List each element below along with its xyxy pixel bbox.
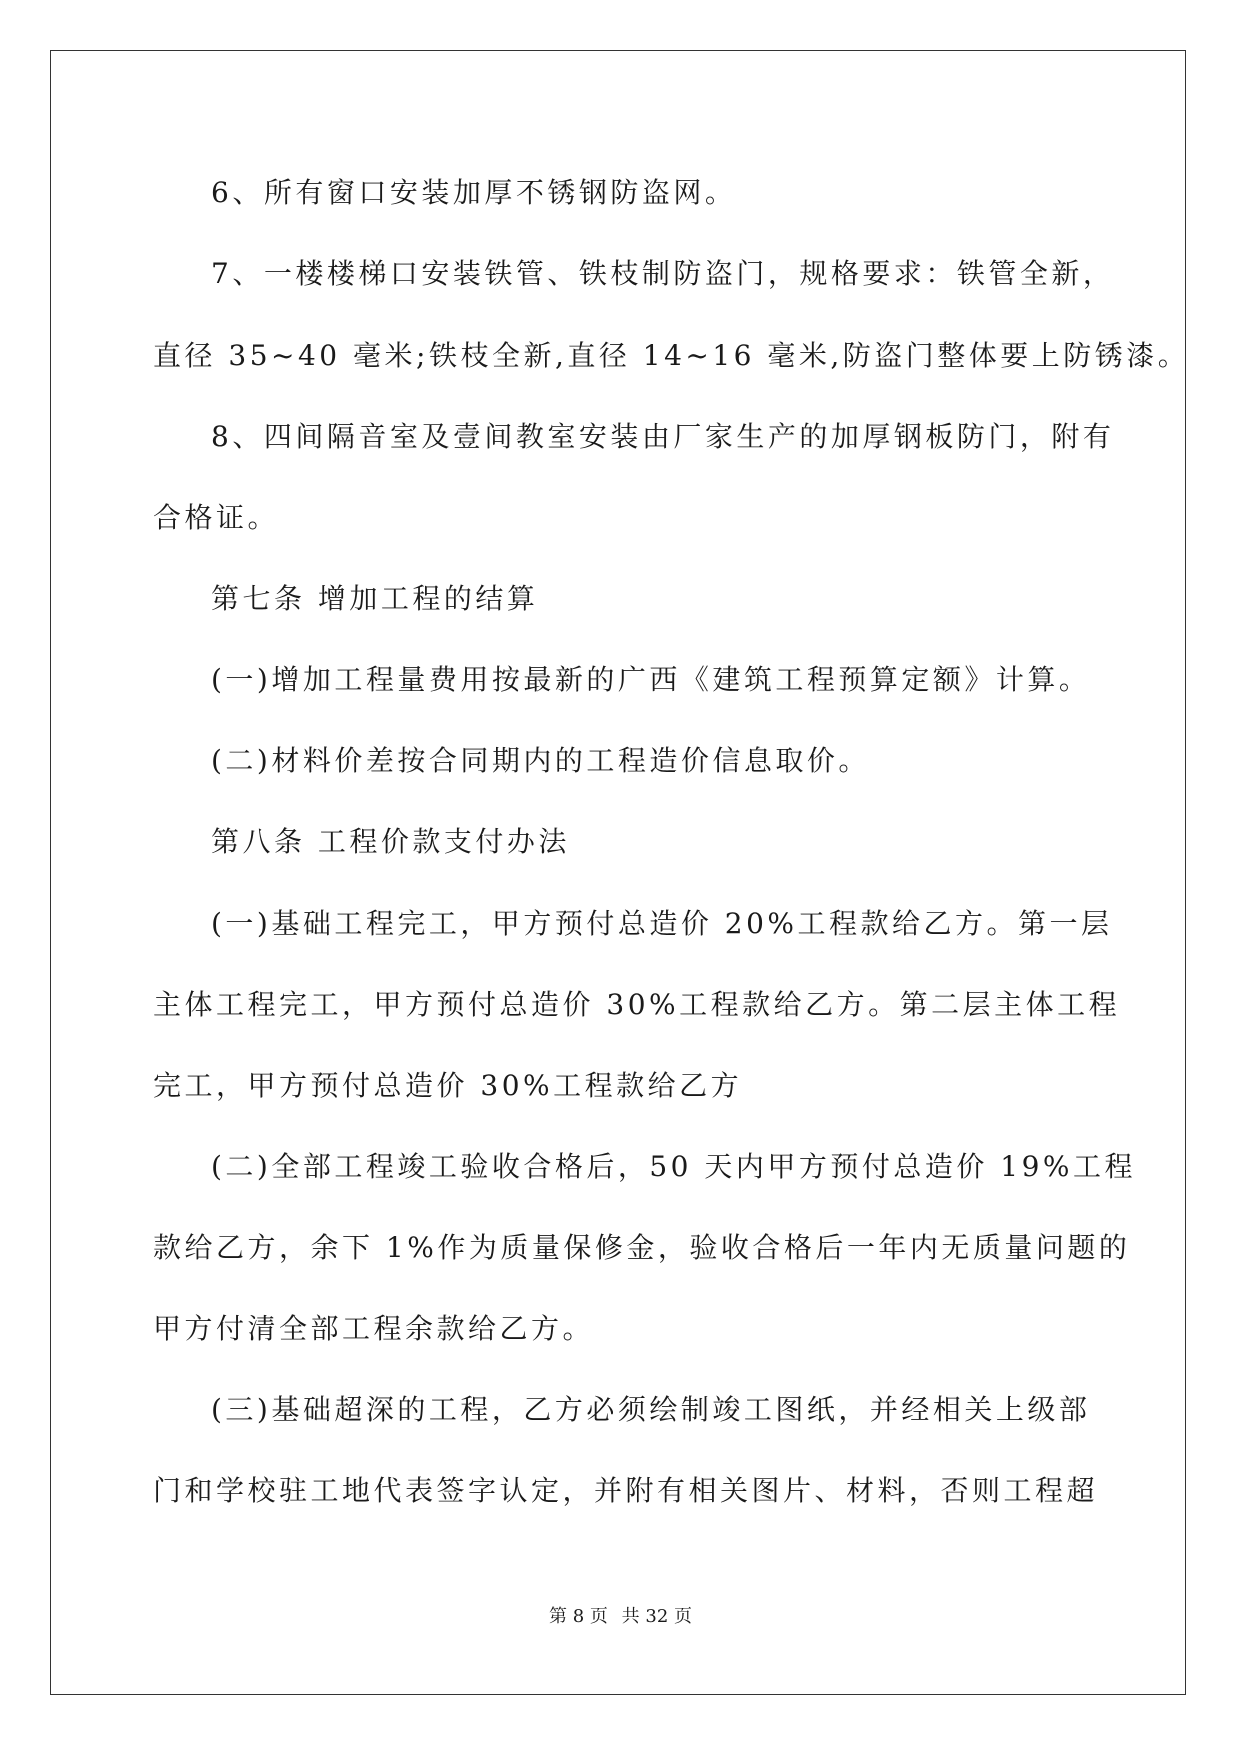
page-border	[50, 50, 1186, 1695]
section-heading: 第七条 增加工程的结算	[211, 582, 539, 615]
paragraph-line: 8、四间隔音室及壹间教室安装由厂家生产的加厚钢板防门，附有	[211, 420, 1115, 453]
paragraph-line: 款给乙方，余下 1%作为质量保修金，验收合格后一年内无质量问题的	[153, 1231, 1131, 1264]
paragraph-line: (一)增加工程量费用按最新的广西《建筑工程预算定额》计算。	[211, 663, 1091, 696]
paragraph-line: (二)全部工程竣工验收合格后，50 天内甲方预付总造价 19%工程	[211, 1150, 1137, 1183]
paragraph-line: 门和学校驻工地代表签字认定，并附有相关图片、材料，否则工程超	[153, 1474, 1099, 1507]
page-footer	[0, 1602, 1241, 1628]
page-total: 共 32 页	[621, 1606, 692, 1627]
paragraph-line: (一)基础工程完工，甲方预付总造价 20%工程款给乙方。第一层	[211, 907, 1113, 940]
paragraph-line: 6、所有窗口安装加厚不锈钢防盗网。	[211, 176, 737, 209]
section-heading: 第八条 工程价款支付办法	[211, 825, 570, 858]
paragraph-line: 直径 35~40 毫米;铁枝全新,直径 14~16 毫米,防盗门整体要上防锈漆。	[153, 339, 1190, 372]
paragraph-line: 完工，甲方预付总造价 30%工程款给乙方	[153, 1069, 743, 1102]
paragraph-line: 合格证。	[153, 501, 280, 534]
page-number: 第 8 页	[549, 1606, 608, 1627]
paragraph-line: 7、一楼楼梯口安装铁管、铁枝制防盗门，规格要求：铁管全新，	[211, 257, 1115, 290]
paragraph-line: (二)材料价差按合同期内的工程造价信息取价。	[211, 744, 870, 777]
paragraph-line: (三)基础超深的工程，乙方必须绘制竣工图纸，并经相关上级部	[211, 1393, 1091, 1426]
paragraph-line: 甲方付清全部工程余款给乙方。	[153, 1312, 595, 1345]
paragraph-line: 主体工程完工，甲方预付总造价 30%工程款给乙方。第二层主体工程	[153, 988, 1121, 1021]
